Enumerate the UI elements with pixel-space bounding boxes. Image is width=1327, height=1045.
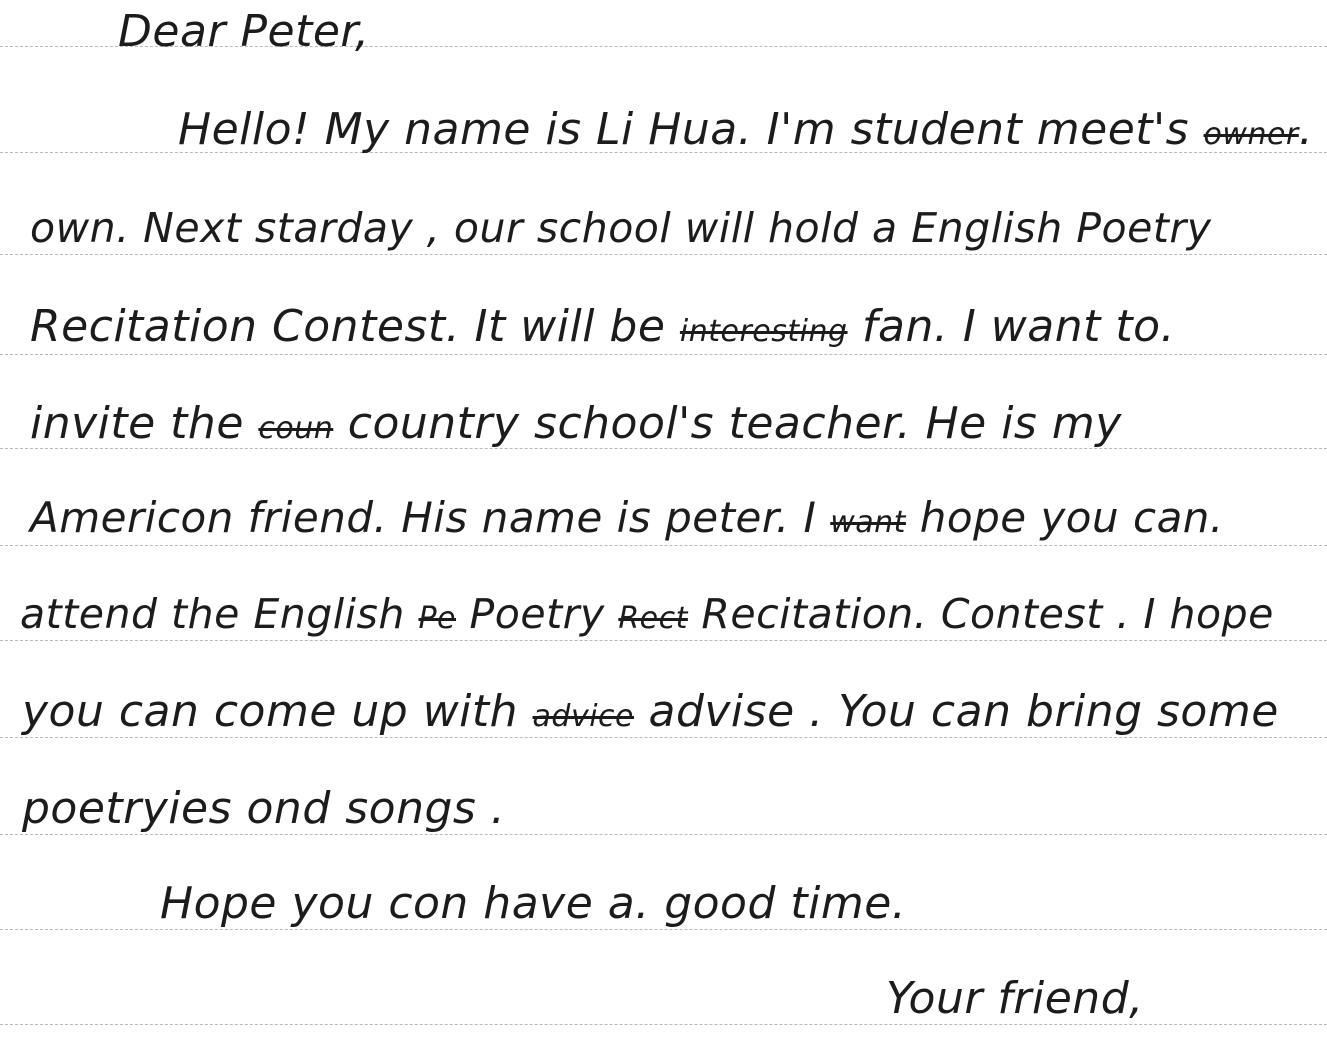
crossed-out-word: owner: [1203, 117, 1299, 152]
letter-line: [30, 493, 1224, 542]
text-segment: invite the: [30, 398, 259, 449]
text-segment: Your friend,: [886, 973, 1144, 1024]
ruled-line: [0, 834, 1327, 835]
letter-salutation: [118, 6, 370, 57]
ruled-line: [0, 545, 1327, 546]
text-segment: fan. I want to.: [847, 301, 1176, 352]
text-segment: Recitation Contest. It will be: [30, 301, 680, 352]
crossed-out-word: want: [830, 505, 906, 540]
text-segment: Recitation. Contest . I hope: [687, 590, 1274, 638]
letter-line: [178, 104, 1314, 155]
ruled-line: [0, 737, 1327, 738]
text-segment: country school's teacher. He is my: [333, 398, 1122, 449]
letter-line: [30, 301, 1176, 352]
crossed-out-word: interesting: [679, 314, 848, 349]
letter-line: [22, 783, 506, 834]
crossed-out-word: coun: [258, 411, 334, 446]
crossed-out-word: Pe: [418, 601, 457, 636]
text-segment: Hope you con have a. good time.: [160, 878, 907, 929]
letter-closing-line: [160, 878, 907, 929]
letter-line: [22, 686, 1279, 737]
crossed-out-word: advice: [532, 699, 634, 734]
text-segment: hope you can.: [905, 493, 1224, 542]
letter-signoff: [886, 973, 1144, 1024]
ruled-line: [0, 1024, 1327, 1025]
letter-line: [30, 204, 1212, 252]
text-segment: attend the English: [20, 590, 419, 638]
ruled-line: [0, 929, 1327, 930]
text-segment: poetryies ond songs .: [22, 783, 506, 834]
text-segment: Hello! My name is Li Hua. I'm student meet's: [178, 104, 1204, 155]
text-segment: own. Next starday , our school will hold a English Poetry: [30, 204, 1212, 252]
ruled-line: [0, 354, 1327, 355]
ruled-line: [0, 254, 1327, 255]
text-segment: Dear Peter,: [118, 6, 370, 57]
text-segment: .: [1298, 104, 1314, 155]
text-segment: you can come up with: [22, 686, 533, 737]
letter-line: [20, 590, 1274, 638]
ruled-line: [0, 640, 1327, 641]
letter-line: [30, 398, 1122, 449]
crossed-out-word: Rect: [618, 601, 688, 636]
text-segment: advise . You can bring some: [634, 686, 1279, 737]
text-segment: Americon friend. His name is peter. I: [30, 493, 831, 542]
text-segment: Poetry: [456, 590, 619, 638]
